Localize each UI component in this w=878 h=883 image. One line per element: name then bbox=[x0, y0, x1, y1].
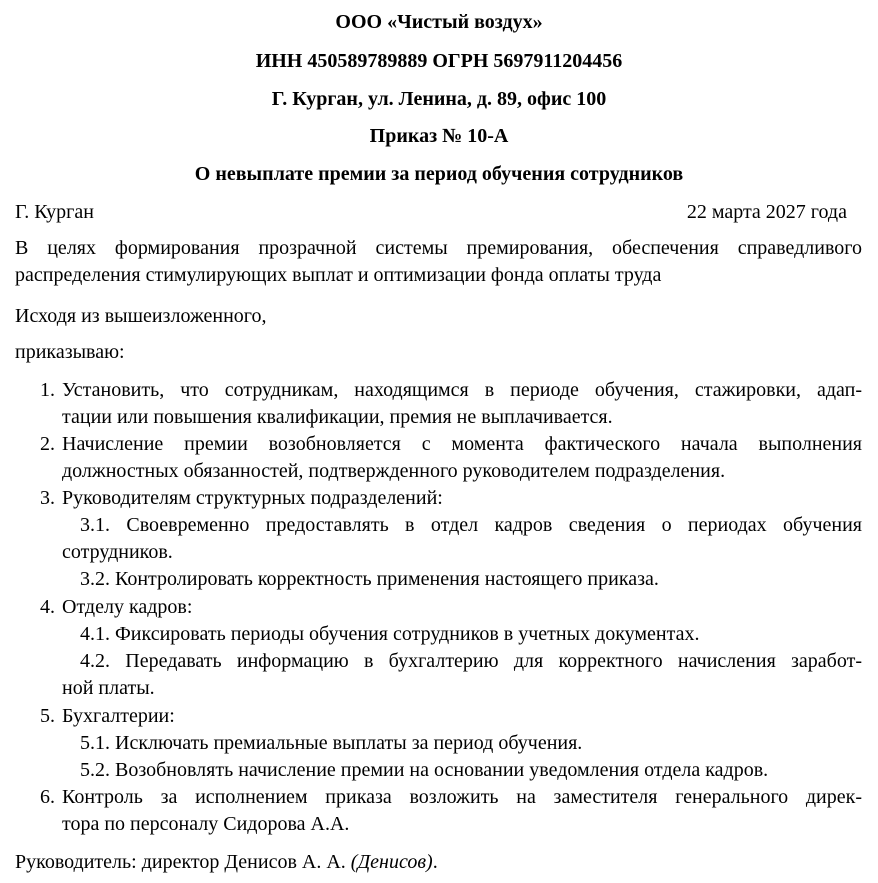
company-registration: ИНН 450589789889 ОГРН 5697911204456 bbox=[255, 50, 623, 72]
handwritten-signature: (Денисов) bbox=[350, 851, 433, 873]
item-text-line-1: Контроль за исполнением приказа возложить на заместителя генерального дирек- bbox=[62, 786, 862, 808]
subitem-text-line-1: 4.1. Фиксировать периоды обучения сотрудников в учетных документах. bbox=[80, 623, 700, 645]
company-name: ООО «Чистый воздух» bbox=[335, 11, 543, 33]
item-number: 4. bbox=[40, 596, 55, 618]
item-number: 5. bbox=[40, 705, 55, 727]
subitem-text-line-1: 5.2. Возобновлять начисление премии на основании уведомления отдела кадров. bbox=[80, 759, 769, 781]
item-text-line-1: Отделу кадров: bbox=[62, 596, 193, 618]
item-text-line-1: Бухгалтерии: bbox=[62, 705, 175, 727]
item-text-line-2: тора по персоналу Сидорова А.А. bbox=[62, 813, 350, 835]
item-number: 6. bbox=[40, 786, 55, 808]
preamble-line-2: распределения стимулирующих выплат и оптимизации фонда оплаты труда bbox=[15, 264, 662, 286]
order-city: Г. Курган bbox=[15, 201, 94, 223]
item-text-line-1: Начисление премии возобновляется с момента фактического начала выполнения bbox=[62, 433, 862, 455]
signature-end: . bbox=[432, 851, 438, 873]
item-text-line-2: должностных обязанностей, подтвержденного руководителем подразделения. bbox=[62, 460, 726, 482]
order-subject: О невыплате премии за период обучения сотрудников bbox=[194, 163, 684, 185]
item-number: 3. bbox=[40, 487, 55, 509]
company-address: Г. Курган, ул. Ленина, д. 89, офис 100 bbox=[271, 88, 607, 110]
order-number: Приказ № 10-А bbox=[369, 125, 509, 147]
item-text-line-2: тации или повышения квалификации, премия не выплачивается. bbox=[62, 406, 613, 428]
order-date: 22 марта 2027 года bbox=[686, 201, 847, 223]
subitem-text-line-1: 3.2. Контролировать корректность применения настоящего приказа. bbox=[80, 568, 659, 590]
subitem-text-line-1: 3.1. Своевременно предоставлять в отдел кадров сведения о периодах обучения bbox=[80, 514, 862, 536]
subitem-text-line-1: 5.1. Исключать премиальные выплаты за период обучения. bbox=[80, 732, 583, 754]
subitem-text-line-2: сотрудников. bbox=[62, 541, 173, 563]
signature-label: Руководитель: директор Денисов А. А. bbox=[15, 851, 346, 873]
subitem-text-line-2: ной платы. bbox=[62, 677, 155, 699]
item-number: 2. bbox=[40, 433, 55, 455]
item-number: 1. bbox=[40, 379, 55, 401]
order-word: приказываю: bbox=[15, 341, 125, 363]
preamble-line-1: В целях формирования прозрачной системы премирования, обеспечения справедливого bbox=[15, 237, 862, 259]
signature-line bbox=[15, 850, 438, 874]
item-text-line-1: Установить, что сотрудникам, находящимся в периоде обучения, стажировки, адап- bbox=[62, 379, 862, 401]
item-text-line-1: Руководителям структурных подразделений: bbox=[62, 487, 443, 509]
basis-text: Исходя из вышеизложенного, bbox=[15, 305, 267, 327]
subitem-text-line-1: 4.2. Передавать информацию в бухгалтерию для корректного начисления заработ- bbox=[80, 650, 862, 672]
